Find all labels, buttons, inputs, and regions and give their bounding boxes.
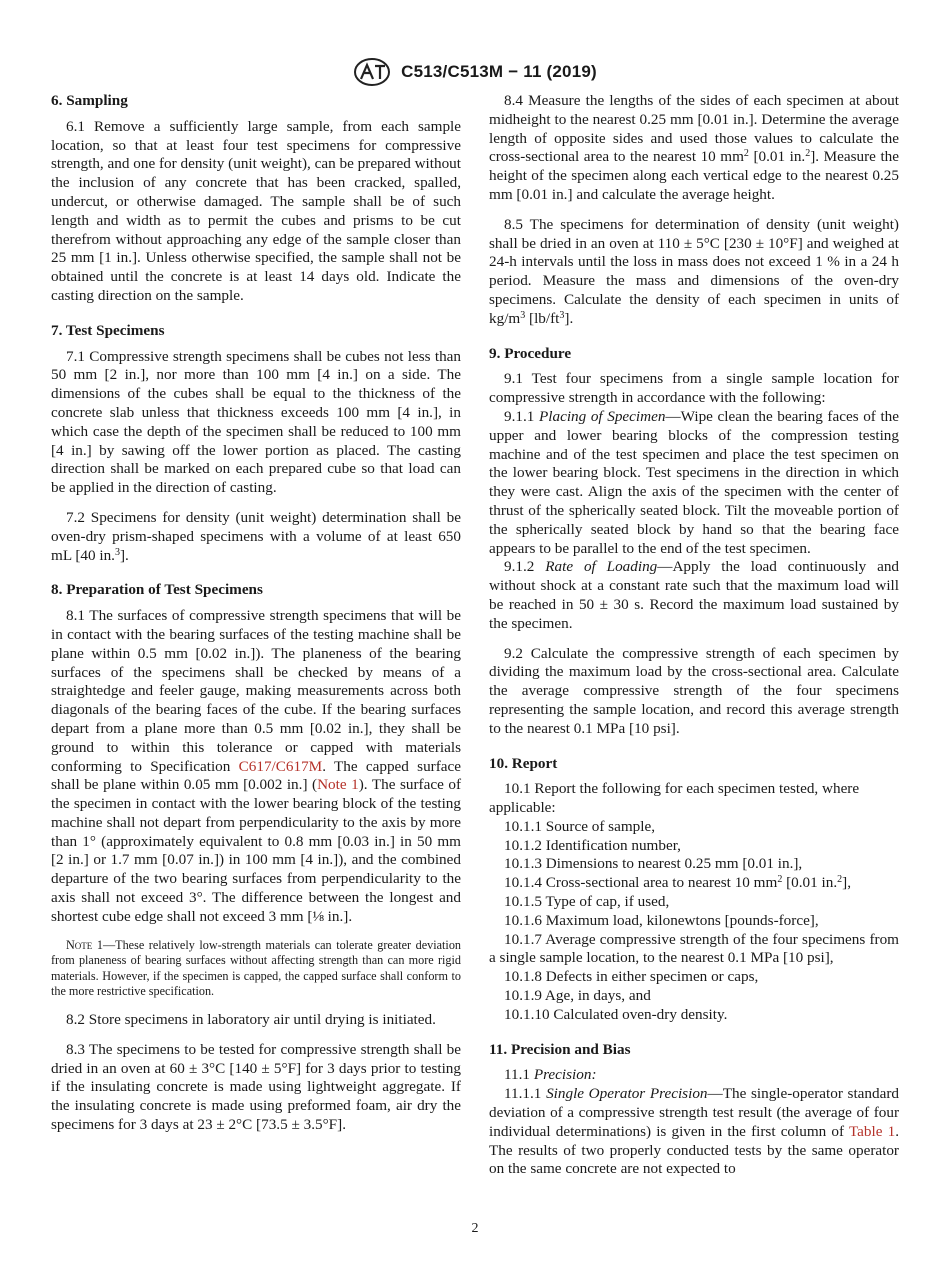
list-item: 10.1.5 Type of cap, if used,: [504, 893, 670, 911]
table-1-link[interactable]: Table 1: [848, 1122, 896, 1140]
paragraph: 8.4 Measure the lengths of the sides of each specimen at about midheight to the nearest 0.25 mm [0.01 in.]. Determine the average length of opposite sides and used those values to calculate the cross-sectional area to the nearest 10 $mm^2$ [0.01 in.$^2$]. Measure the height of the specimen along each vertical edge to the nearest 0.25 mm [0.01 in.] and calculate the average height.: [489, 92, 899, 203]
list-item: 10.1.8 Defects in either specimen or caps,: [504, 968, 759, 986]
paragraph: 8.5 The specimens for determination of density (unit weight) shall be dried in an oven at 110 ± 5°C [230 ± 10°F] and weighed at 24-h intervals until the loss in mass does not exceed 1 % in a 24 h period. Measure the mass and dimensions of the oven-dry specimens. Calculate the density of each specimen in units of $kg/m^3$ $[lb/ft^3]$.: [489, 215, 899, 327]
paragraph: 8.2 Store specimens in laboratory air until drying is initiated.: [66, 1011, 436, 1029]
report-list: [489, 780, 899, 1024]
paragraph: 7.2 Specimens for density (unit weight) determination shall be oven-dry prism-shaped specimens with a volume of at least 650 mL [40 in.$^3$].: [51, 508, 461, 564]
list-item: 10.1.10 Calculated oven-dry density.: [504, 1005, 728, 1023]
section-heading: 9. Procedure: [489, 344, 572, 362]
list-item: 10.1.2 Identification number,: [504, 836, 681, 854]
paragraph: 11.1 Precision:: [504, 1066, 597, 1084]
paragraph: 9.1.2 Rate of Loading—Apply the load continuously and without shock at a constant rate such that the maximum load will be reached in 50 ± 30 s. Record the maximum load sustained by the specimen.: [489, 558, 900, 632]
list-item: 10.1.1 Source of sample,: [504, 817, 655, 835]
section-heading: 6. Sampling: [51, 92, 128, 109]
paragraph: 9.1.1 Placing of Specimen—Wipe clean the bearing faces of the upper and lower bearing blocks of the compression testing machine and of the test specimen and place the test specimen on the lower bearing block. Test specimens in the direction in which they were cast. Align the axis of the specimen with the center of thrust of the spherically seated block. Tilt the moveable portion of the spherically seated block by hand so that the bearing face appears to be parallel to the end of the test specimen.: [489, 407, 900, 557]
astm-logo-icon: [353, 57, 391, 87]
paragraph: 6.1 Remove a sufficiently large sample, from each sample location, so that at least four test specimens for compressive strength, and one for density (unit weight), can be prepared without the inclusion of any concrete that has been cracked, spalled, undercut, or otherwise damaged. The sample shall be of such length and width as to permit the cubes and prisms to be cut therefrom without approaching any edge of the sample closer than 25 mm [1 in.]. Unless otherwise specified, the sample shall not be obtained until the concrete is at least 14 days old. Indicate the casting direction on the sample.: [51, 117, 461, 304]
page-header: [0, 57, 950, 87]
paragraph: 11.1.1 Single Operator Precision—The single-operator standard deviation of a compressive strength test result (the average of four individual determinations) is given in the first column of Table 1. The results of two properly conducted tests by the same operator on the same concrete are not expected to: [489, 1085, 900, 1178]
paragraph: 9.2 Calculate the compressive strength of each specimen by dividing the maximum load by the cross-sectional area. Calculate the average compressive strength of the four specimens representing the sample location, and record this average strength to the nearest 0.1 MPa [10 psi].: [489, 644, 899, 737]
paragraph: 10.1 Report the following for each specimen tested, where applicable:: [489, 780, 860, 817]
section-heading: 8. Preparation of Test Specimens: [51, 581, 263, 599]
note-1-link[interactable]: Note 1: [317, 776, 359, 794]
section-heading: 10. Report: [489, 754, 558, 772]
list-item: 10.1.6 Maximum load, kilonewtons [pounds-force],: [504, 911, 819, 929]
list-item: 10.1.4 Cross-sectional area to nearest 10 $mm^2$ [0.01 in.$^2$],: [504, 874, 852, 892]
paragraph: 8.3 The specimens to be tested for compressive strength shall be dried in an oven at 60 ± 3°C [140 ± 5°F] for 3 days prior to testing if the insulating concrete is made using lightweight aggregate. If the insulating concrete is made using preformed foam, air dry the specimens for 3 days at 23 ± 2°C [73.5 ± 3.5°F].: [51, 1040, 461, 1134]
section-heading: 7. Test Specimens: [51, 321, 165, 339]
page-number: 2: [471, 1221, 479, 1236]
spec-link-c617[interactable]: C617/C617M: [238, 757, 323, 775]
right-column: [489, 92, 899, 1179]
list-item: 10.1.7 Average compressive strength of the four specimens from a single sample location, to the nearest 0.1 MPa [10 psi],: [489, 930, 899, 967]
left-column: [51, 92, 461, 1135]
section-heading: 11. Precision and Bias: [489, 1040, 631, 1058]
list-item: 10.1.3 Dimensions to nearest 0.25 mm [0.01 in.],: [504, 855, 803, 873]
paragraph: 8.1 The surfaces of compressive strength specimens that will be in contact with the bearing surfaces of the testing machine shall be plane within 0.5 mm [0.02 in.]). The planeness of the bearing surfaces of the specimens shall be checked by means of a straightedge and feeler gauge, making measurements across both diagonals of the bearing faces of the cube. If the bearing surfaces depart from a plane more than 0.5 mm [0.02 in.], they shall be ground to within this tolerance or capped with materials conforming to Specification C617/C617M. The capped surface shall be plane within 0.05 mm [0.002 in.] (Note 1). The surface of the specimen in contact with the lower bearing block of the testing machine shall not depart from perpendicularity to the axis by more than 1° (approximately equivalent to 0.8 mm [0.03 in.] in 50 mm [2 in.] or 1.7 mm [0.07 in.]) in 100 mm [4 in.]), and the combined departure of the two bearing surfaces from perpendicularity to the axis shall not exceed 3°. The difference between the longest and shortest cube edge shall not exceed 3 mm [⅛ in.].: [51, 607, 462, 925]
paragraph: 9.1 Test four specimens from a single sample location for compressive strength in accordance with the following:: [489, 370, 899, 407]
list-item: 10.1.9 Age, in days, and: [504, 987, 651, 1005]
paragraph: 7.1 Compressive strength specimens shall be cubes not less than 50 mm [2 in.], nor more than 100 mm [4 in.] on a side. The dimensions of the cubes shall be equal to the thickness of the concrete slab unless that thickness exceeds 100 mm [4 in.], in which case the depth of the specimen shall be reduced to 100 mm [4 in.] by sawing off the lower portion as placed. The casting direction shall be marked on each prepared cube so that load can be applied in the direction of casting.: [51, 347, 461, 497]
note-1: Note 1—These relatively low-strength materials can tolerate greater deviation from planeness of bearing surfaces without affecting strength than can more rigid materials. However, if the specimen is capped, the capped surface shall conform to the more restrictive specification.: [51, 937, 462, 999]
document-designation: C513/C513M − 11 (2019): [401, 62, 597, 81]
